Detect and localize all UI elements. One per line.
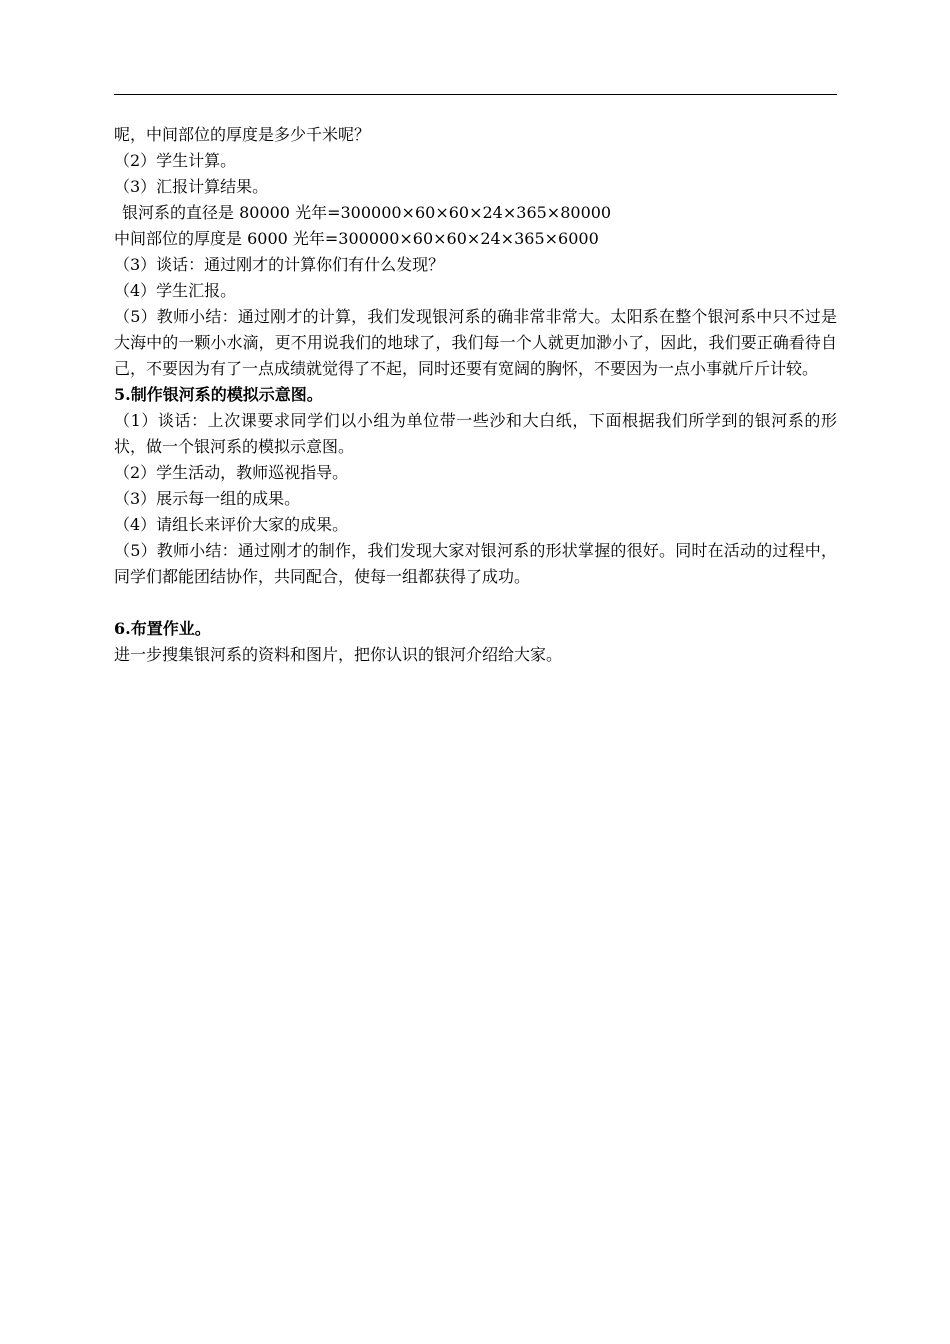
text-line: （4）学生汇报。 (114, 281, 237, 300)
summary-paragraph: （5）教师小结：通过刚才的计算，我们发现银河系的确非常非常大。太阳系在整个银河系中只不过是大海中的一颗小水滴，更不用说我们的地球了，我们每一个人就更加渺小了，因此，我们要正确看待自己，不要因为有了一点成绩就觉得了不起，同时还要有宽阔的胸怀，不要因为一点小事就斤斤计较。 (114, 307, 837, 378)
text-line: （2）学生活动，教师巡视指导。 (114, 463, 349, 482)
section-heading-6: 6.布置作业。 (114, 619, 211, 638)
summary-paragraph-2: （5）教师小结：通过刚才的制作，我们发现大家对银河系的形状掌握的很好。同时在活动的过程中，同学们都能团结协作，共同配合，使每一组都获得了成功。 (114, 541, 837, 586)
text-line: （3）展示每一组的成果。 (114, 489, 301, 508)
section-heading-5: 5.制作银河系的模拟示意图。 (114, 385, 323, 404)
formula-line-thickness: 中间部位的厚度是 6000 光年=300000×60×60×24×365×6000 (114, 229, 599, 248)
text-line: （4）请组长来评价大家的成果。 (114, 515, 349, 534)
text-line: （2）学生计算。 (114, 151, 237, 170)
text-line: （3）汇报计算结果。 (114, 177, 269, 196)
text-line: （3）谈话：通过刚才的计算你们有什么发现？ (114, 255, 445, 274)
formula-line-diameter: 银河系的直径是 80000 光年=300000×60×60×24×365×80000 (122, 203, 612, 222)
homework-line: 进一步搜集银河系的资料和图片，把你认识的银河介绍给大家。 (114, 645, 563, 664)
blank-line (114, 590, 837, 616)
text-line: 呢，中间部位的厚度是多少千米呢？ (114, 125, 371, 144)
header-rule (114, 94, 837, 95)
activity-paragraph: （1）谈话：上次课要求同学们以小组为单位带一些沙和大白纸，下面根据我们所学到的银河系的形状，做一个银河系的模拟示意图。 (114, 411, 837, 456)
document-body (114, 122, 837, 668)
